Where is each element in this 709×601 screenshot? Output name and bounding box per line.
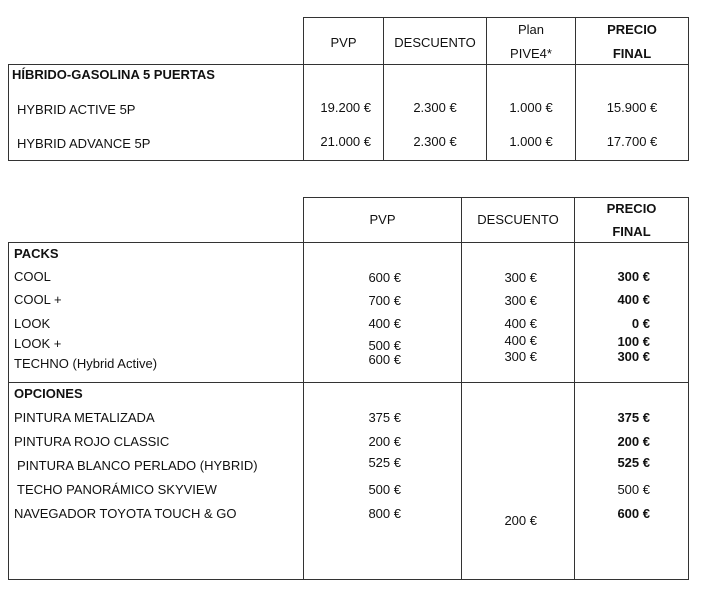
descuento-value: 400 € xyxy=(504,333,537,348)
final-value: 300 € xyxy=(617,269,650,284)
section-title-hibrido: HÍBRIDO-GASOLINA 5 PUERTAS xyxy=(12,67,215,82)
pvp-value: 525 € xyxy=(368,455,401,470)
descuento-value: 400 € xyxy=(504,316,537,331)
navegador-descuento-value: 200 € xyxy=(504,513,537,528)
pvp-value: 375 € xyxy=(368,410,401,425)
table1-border-bottom xyxy=(8,160,688,161)
table2-col-divider xyxy=(303,197,304,580)
final-value: 500 € xyxy=(617,482,650,497)
descuento-value: 2.300 € xyxy=(413,134,457,149)
table2-header-divider xyxy=(8,242,688,243)
final-value: 400 € xyxy=(617,292,650,307)
descuento-value: 2.300 € xyxy=(413,100,457,115)
section-title-packs: PACKS xyxy=(14,246,59,261)
final-value: 300 € xyxy=(617,349,650,364)
final-value: 100 € xyxy=(617,334,650,349)
final-value: 0 € xyxy=(631,316,650,331)
final-value: 525 € xyxy=(617,455,650,470)
pvp-value: 21.000 € xyxy=(320,134,371,149)
table2-border-bottom xyxy=(8,579,688,580)
option-name: PINTURA BLANCO PERLADO (HYBRID) xyxy=(17,458,258,473)
option-name: TECHO PANORÁMICO SKYVIEW xyxy=(17,482,217,497)
header-final: FINAL xyxy=(612,224,651,239)
table1-header-divider xyxy=(8,64,688,65)
pvp-value: 600 € xyxy=(368,352,401,367)
pvp-value: 800 € xyxy=(368,506,401,521)
pack-name: COOL + xyxy=(14,292,62,307)
header-pvp: PVP xyxy=(369,212,396,227)
table2-border-left xyxy=(8,242,9,580)
final-value: 375 € xyxy=(617,410,650,425)
table2-border-top xyxy=(303,197,688,198)
section-title-opciones: OPCIONES xyxy=(14,386,83,401)
descuento-value: 300 € xyxy=(504,270,537,285)
pack-name: LOOK + xyxy=(14,336,62,351)
table2-section-divider xyxy=(8,382,688,383)
table1-border-left xyxy=(8,64,9,161)
header-descuento: DESCUENTO xyxy=(477,212,559,227)
pvp-value: 400 € xyxy=(368,316,401,331)
header-plan-sub: PIVE4* xyxy=(510,46,552,61)
pvp-value: 19.200 € xyxy=(320,100,371,115)
pack-name: TECHNO (Hybrid Active) xyxy=(14,356,158,371)
header-precio: PRECIO xyxy=(606,201,657,216)
option-name: PINTURA METALIZADA xyxy=(14,410,155,425)
header-plan: Plan xyxy=(517,22,545,37)
pvp-value: 500 € xyxy=(368,482,401,497)
model-name: HYBRID ACTIVE 5P xyxy=(17,102,136,117)
table2-col-divider xyxy=(574,197,575,580)
pvp-value: 200 € xyxy=(368,434,401,449)
header-pvp: PVP xyxy=(330,35,357,50)
pvp-value: 500 € xyxy=(368,338,401,353)
table1-border-right xyxy=(688,17,689,161)
option-name: PINTURA ROJO CLASSIC xyxy=(14,434,170,449)
pack-name: COOL xyxy=(14,269,51,284)
model-name: HYBRID ADVANCE 5P xyxy=(17,136,151,151)
pvp-value: 700 € xyxy=(368,293,401,308)
descuento-value: 300 € xyxy=(504,293,537,308)
final-value: 600 € xyxy=(617,506,650,521)
option-name: NAVEGADOR TOYOTA TOUCH & GO xyxy=(14,506,237,521)
header-final: FINAL xyxy=(612,46,652,61)
pack-name: LOOK xyxy=(14,316,51,331)
final-value: 200 € xyxy=(617,434,650,449)
descuento-value: 300 € xyxy=(504,349,537,364)
plan-value: 1.000 € xyxy=(509,134,553,149)
header-precio: PRECIO xyxy=(607,22,657,37)
table1-border-top xyxy=(303,17,688,18)
pvp-value: 600 € xyxy=(368,270,401,285)
final-value: 17.700 € xyxy=(606,134,658,149)
final-value: 15.900 € xyxy=(606,100,658,115)
table2-border-right xyxy=(688,197,689,580)
header-descuento: DESCUENTO xyxy=(394,35,476,50)
plan-value: 1.000 € xyxy=(509,100,553,115)
